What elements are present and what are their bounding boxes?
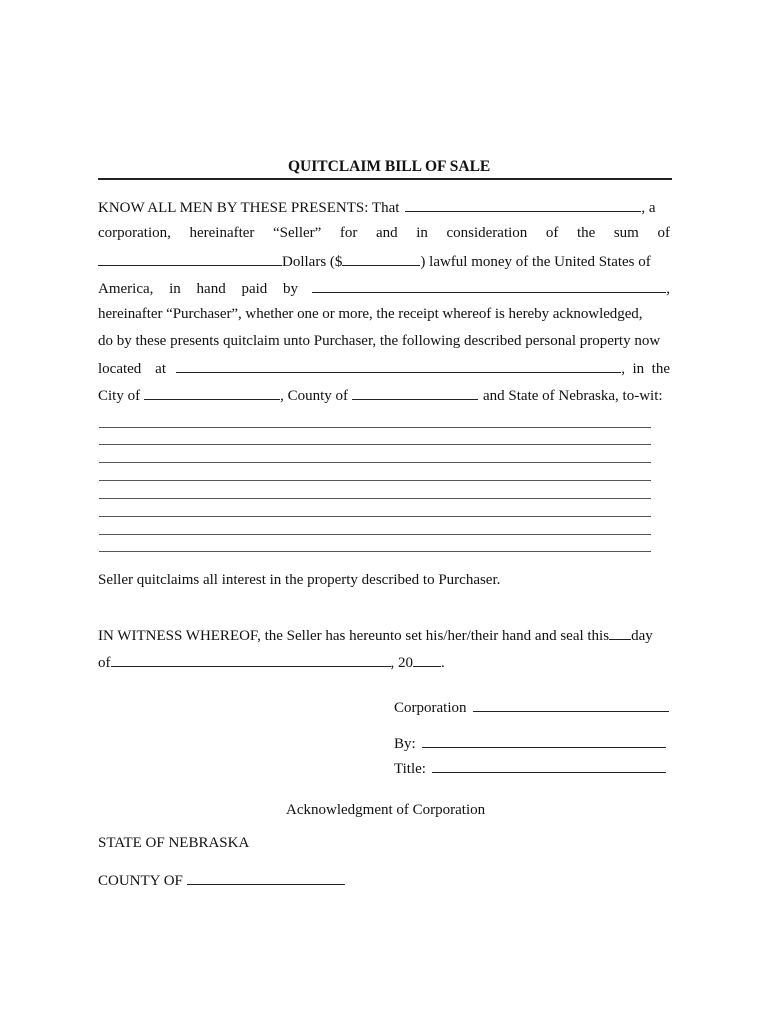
- of-end: .: [441, 655, 445, 671]
- word: at: [155, 361, 166, 377]
- of-text: of: [98, 655, 111, 671]
- line-1: [98, 197, 670, 217]
- by-line: [394, 733, 674, 753]
- line7-end: , in the: [621, 361, 670, 377]
- day-blank[interactable]: [609, 625, 631, 640]
- line-2: [98, 224, 670, 242]
- title-blank[interactable]: [432, 758, 666, 773]
- word: hereinafter: [189, 225, 255, 241]
- description-line[interactable]: [99, 427, 651, 428]
- witness-line: [98, 625, 670, 645]
- purchaser-name-blank[interactable]: [312, 278, 666, 293]
- county-of-blank[interactable]: [187, 870, 345, 885]
- lawful-money-text: ) lawful money of the United States of: [420, 254, 651, 270]
- word: America,: [98, 281, 154, 297]
- amount-words-blank[interactable]: [98, 251, 282, 266]
- word: for: [339, 225, 358, 241]
- county-label: COUNTY OF: [98, 873, 183, 889]
- line-5: hereinafter “Purchaser”, whether one or more, the receipt whereof is hereby acknowledged,: [98, 306, 643, 322]
- of-line: [98, 652, 670, 672]
- description-line[interactable]: [99, 551, 651, 552]
- line-6: do by these presents quitclaim unto Purchaser, the following described personal property now: [98, 333, 661, 349]
- title-line: [394, 758, 674, 778]
- witness-text: IN WITNESS WHEREOF, the Seller has hereunto set his/her/their hand and seal this: [98, 628, 610, 644]
- year-text: , 20: [390, 655, 413, 671]
- description-line[interactable]: [99, 516, 651, 517]
- document-title: QUITCLAIM BILL OF SALE: [288, 158, 491, 175]
- title-label: Title:: [394, 761, 426, 777]
- state-label: STATE OF NEBRASKA: [98, 835, 250, 851]
- by-blank[interactable]: [422, 733, 666, 748]
- presents-text: KNOW ALL MEN BY THESE PRESENTS: That: [98, 200, 400, 216]
- corporation-line: [394, 697, 674, 717]
- word: by: [283, 281, 298, 297]
- amount-number-blank[interactable]: [342, 251, 420, 266]
- line-4: [98, 278, 670, 298]
- location-blank[interactable]: [176, 358, 621, 373]
- word: hand: [196, 281, 226, 297]
- month-blank[interactable]: [111, 652, 391, 667]
- word: paid: [241, 281, 268, 297]
- description-line[interactable]: [99, 462, 651, 463]
- seller-name-blank[interactable]: [405, 197, 641, 212]
- word: “Seller”: [273, 225, 322, 241]
- description-line[interactable]: [99, 480, 651, 481]
- state-text: and State of Nebraska, to-wit:: [483, 388, 663, 404]
- county-blank[interactable]: [352, 385, 478, 400]
- county-line: [98, 870, 670, 890]
- word: and: [375, 225, 398, 241]
- word: located: [98, 361, 142, 377]
- day-text: day: [631, 628, 653, 644]
- word: consideration: [446, 225, 528, 241]
- by-label: By:: [394, 736, 416, 752]
- year-blank[interactable]: [413, 652, 441, 667]
- seller-quitclaims-text: Seller quitclaims all interest in the property described to Purchaser.: [98, 572, 501, 588]
- description-line[interactable]: [99, 498, 651, 499]
- word: corporation,: [98, 225, 171, 241]
- word: in: [169, 281, 181, 297]
- dollars-text: Dollars ($: [282, 254, 343, 270]
- word: sum: [613, 225, 639, 241]
- line-3: [98, 251, 670, 271]
- acknowledgment-heading: Acknowledgment of Corporation: [286, 802, 486, 818]
- title-rule: [98, 178, 672, 180]
- line1-end: , a: [641, 200, 656, 216]
- line-8: [98, 385, 670, 405]
- line-7: [98, 358, 670, 378]
- word: the: [576, 225, 596, 241]
- city-blank[interactable]: [144, 385, 280, 400]
- corporation-label: Corporation: [394, 700, 467, 716]
- word: of: [657, 225, 670, 241]
- description-line[interactable]: [99, 444, 651, 445]
- word: in: [416, 225, 428, 241]
- line4-end: ,: [666, 281, 670, 297]
- word: of: [545, 225, 559, 241]
- corporation-blank[interactable]: [473, 697, 669, 712]
- county-text: , County of: [280, 388, 349, 404]
- city-text: City of: [98, 388, 141, 404]
- description-line[interactable]: [99, 534, 651, 535]
